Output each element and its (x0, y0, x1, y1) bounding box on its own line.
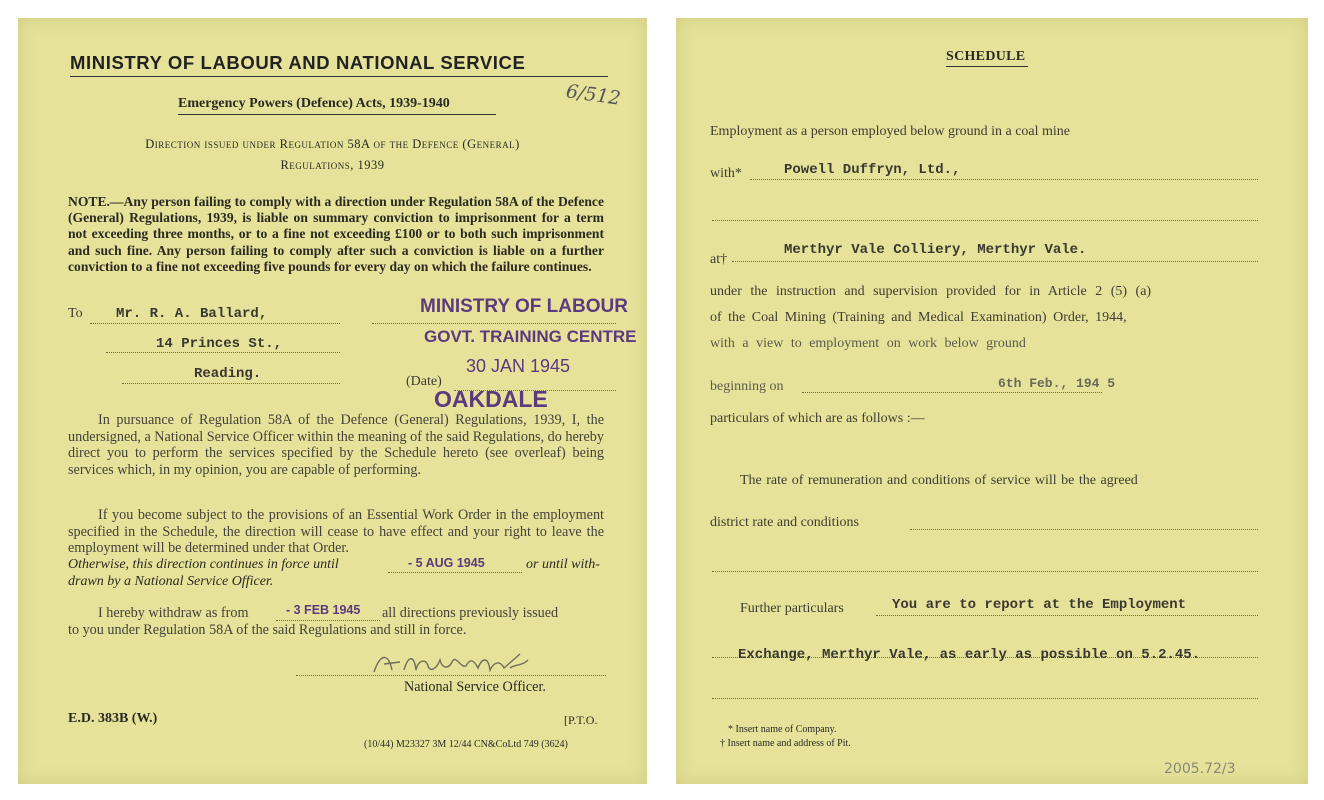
schedule-heading: SCHEDULE (946, 49, 1026, 64)
further-line-3 (712, 698, 1258, 699)
district-line-2 (712, 571, 1258, 572)
withdraw-text-2: all directions previously issued (382, 605, 559, 621)
paragraph-direction: In pursuance of Regulation 58A of the Defence (General) Regulations, 1939, I, the undersigned, a National Service Officer within the meaning of the said Regulations, do hereby direct you to perform the services specified by the Schedule hereto (see overleaf) being services which, in my opinion, you are capable of performing. (68, 412, 604, 478)
footnote-company: * Insert name of Company. (728, 724, 837, 735)
under-line: under the instruction and supervision provided for in Article 2 (5) (a) (710, 284, 1152, 299)
order-line: of the Coal Mining (Training and Medical Examination) Order, 1944, (710, 310, 1127, 325)
until-date-stamp: - 5 AUG 1945 (408, 556, 485, 570)
pto-label: [P.T.O. (564, 713, 598, 727)
withdraw-line (276, 620, 380, 621)
footnote-pit: † Insert name and address of Pit. (720, 738, 851, 749)
note-paragraph: NOTE.—Any person failing to comply with a direction under Regulation 58A of the Defence (General) Regulations, 1939, is liable on summary conviction to imprisonment for a term not exceeding three months, or to a fine not exceeding £100 or to both such imprisonment and such fine. Any person failing to comply after such a conviction is liable on a further conviction to a fine not exceeding five pounds for every day on which the failure continues. (68, 194, 604, 274)
to-label: To (68, 306, 83, 321)
date-label: (Date) (406, 374, 442, 389)
acts-heading: Emergency Powers (Defence) Acts, 1939-1940 (178, 96, 450, 111)
view-line: with a view to employment on work below ground (710, 336, 1026, 351)
otherwise-text: Otherwise, this direction continues in force until (68, 557, 339, 572)
at-line (732, 261, 1258, 262)
print-code: (10/44) M23327 3M 12/44 CN&CoLtd 749 (3624) (364, 739, 568, 750)
title-underline (70, 76, 608, 77)
particulars-line: particulars of which are as follows :— (710, 411, 925, 426)
withdraw-date-stamp: - 3 FEB 1945 (286, 603, 361, 617)
with-label: with* (710, 166, 742, 181)
addressee-name: Mr. R. A. Ballard, (116, 306, 268, 322)
signature-svg (370, 648, 550, 678)
district-dotted-line (910, 529, 1258, 530)
addressee-town: Reading. (194, 366, 262, 382)
district-line: district rate and conditions (710, 515, 859, 530)
beginning-line (802, 392, 1102, 393)
ministry-title: MINISTRY OF LABOUR AND NATIONAL SERVICE (70, 52, 526, 73)
direction-page (18, 18, 647, 784)
form-code: E.D. 383B (W.) (68, 711, 158, 726)
schedule-underline (946, 66, 1028, 67)
colliery-name: Merthyr Vale Colliery, Merthyr Vale. (784, 242, 1087, 258)
acts-underline (178, 114, 496, 115)
schedule-page (676, 18, 1308, 784)
with-line (750, 179, 1258, 180)
handwritten-ref: 6/512 (564, 80, 623, 110)
stamp-date: 30 JAN 1945 (466, 356, 571, 376)
stamp-centre: GOVT. TRAINING CENTRE (424, 327, 637, 346)
company-name: Powell Duffryn, Ltd., (784, 162, 961, 178)
with-line-2 (712, 220, 1258, 221)
rate-line: The rate of remuneration and conditions of service will be the agreed (740, 473, 1138, 488)
withdrawn-text: drawn by a National Service Officer. (68, 574, 274, 589)
paragraph-essential-work: If you become subject to the provisions of an Essential Work Order in the employment specified in the Schedule, the direction will cease to have effect and your right to leave the employment will be determined under that Order. (68, 507, 604, 556)
signature-line (296, 675, 606, 676)
archive-reference: 2005.72/3 (1164, 761, 1236, 777)
withdraw-text: I hereby withdraw as from (98, 605, 249, 621)
to-line-3 (122, 383, 340, 384)
beginning-label: beginning on (710, 379, 784, 394)
beginning-date: 6th Feb., 194 5 (998, 376, 1116, 391)
withdraw-text-3: to you under Regulation 58A of the said Regulations and still in force. (68, 622, 467, 638)
at-label: at† (710, 252, 728, 267)
direction-line-1: Direction issued under Regulation 58A of the Defence (General) (145, 137, 520, 151)
further-text-2: Exchange, Merthyr Vale, as early as possible on 5.2.45. (738, 647, 1201, 663)
officer-signature (370, 648, 550, 683)
stamp-line (372, 323, 616, 324)
stamp-place: OAKDALE (434, 386, 548, 412)
further-line (876, 615, 1258, 616)
addressee-street: 14 Princes St., (156, 336, 283, 352)
employment-line: Employment as a person employed below ground in a coal mine (710, 124, 1071, 139)
further-label: Further particulars (740, 601, 844, 616)
to-line-1 (90, 323, 340, 324)
direction-line-2: Regulations, 1939 (280, 158, 385, 172)
further-text-1: You are to report at the Employment (892, 597, 1187, 613)
to-line-2 (106, 352, 340, 353)
stamp-ministry: MINISTRY OF LABOUR (420, 296, 628, 317)
officer-label: National Service Officer. (404, 679, 546, 695)
signature-stroke (374, 654, 528, 672)
otherwise-continued: or until with- (526, 557, 600, 572)
until-line (388, 572, 522, 573)
